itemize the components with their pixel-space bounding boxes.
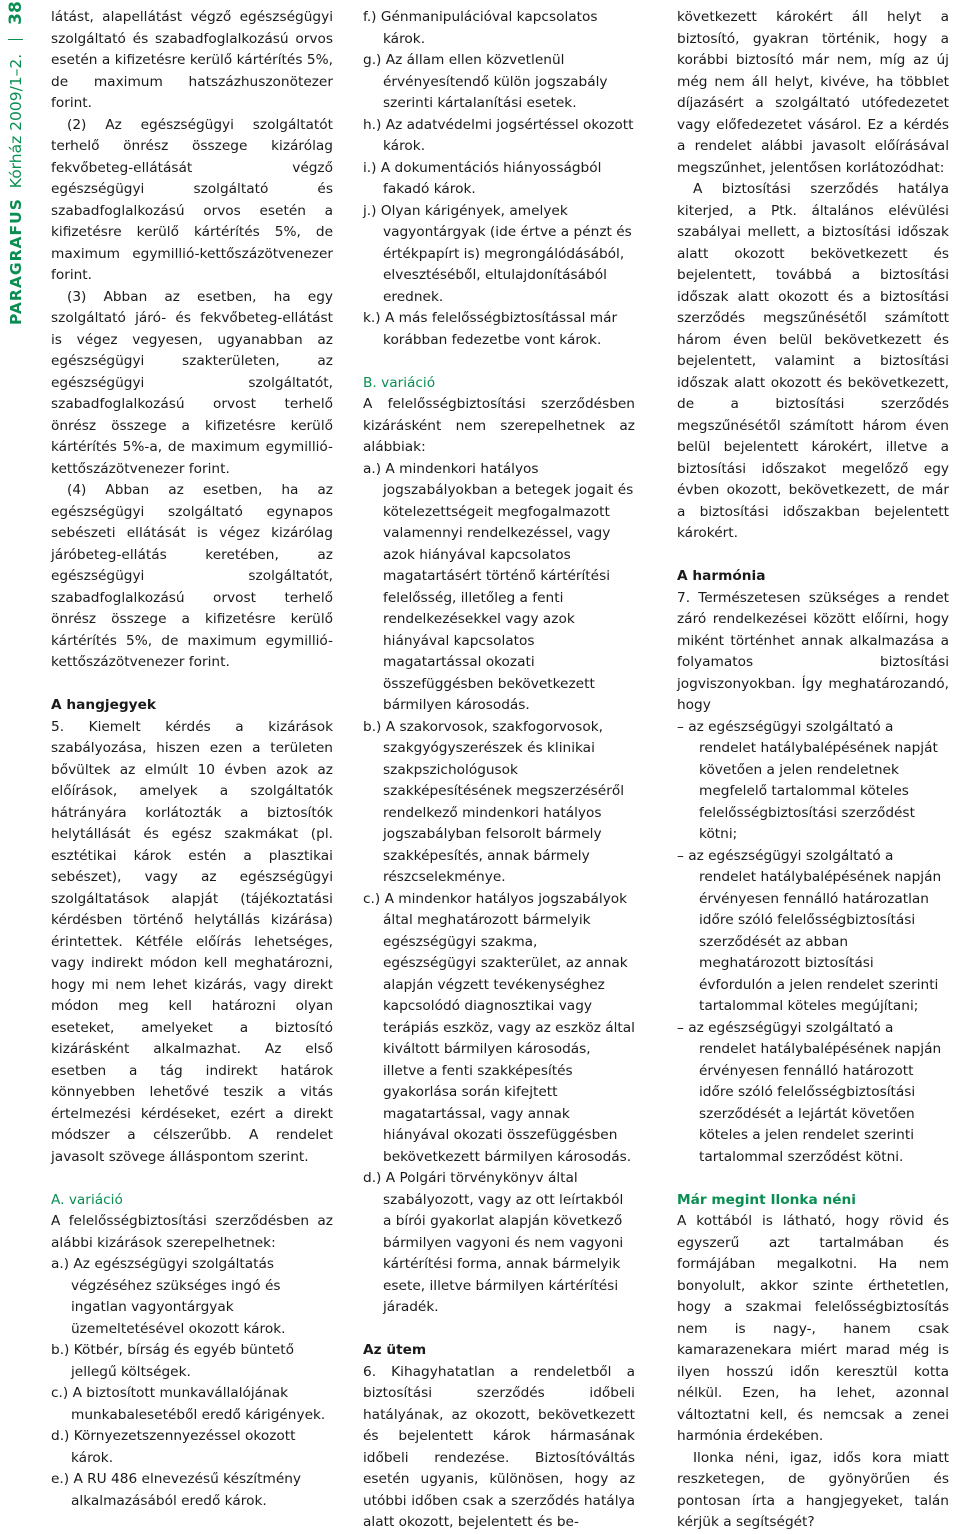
list-item: d.) Környezetszennyezéssel okozott károk. (51, 1428, 296, 1466)
list-item: i.) A dokumentációs hiányosságból fakadó károk. (363, 159, 602, 197)
list-item: a.) A mindenkori hatályos jogszabályokban a betegek jogait és kötelezettségeit megfogalmazott valamennyi rendelkezéssel, vagy azok hiányával kapcsolatos magatartásért történő kártérítési felelősség, illetőleg a fenti rendelkezésekkel vagy azok hiányával kapcsolatos magatartással okozati összefüggésben bekövetkezett bármilyen károsodás. (363, 460, 634, 713)
list-item: j.) Olyan kárigények, amelyek vagyontárgyak (ide értve a pénzt és értékpapírt is) megrongálódásából, elvesztéséből, eltulajdonításából erednek. (363, 202, 632, 305)
list-item: e.) A RU 486 elnevezésű készítmény alkalmazásából eredő károk. (51, 1471, 302, 1509)
list-item: a.) Az egészségügyi szolgáltatás végzéséhez szükséges ingó és ingatlan vagyontárgyak üzemeltetésével okozott károk. (51, 1256, 286, 1337)
list-item: c.) A mindenkor hatályos jogszabályok által meghatározott bármelyik egészségügyi szakma, egészségügyi szakterület, az annak alapján végzett tevékenységhez kapcsolódó diagnosztikai vagy terápiás eszköz, vagy az eszköz által kiváltott bármilyen károsodás, illetve a fenti szakképesítés gyakorlása során kifejtett magatartással, vagy annak hiányával okozati összefüggésben bekövetkezett bármilyen károsodás. (363, 890, 635, 1165)
paragraph: A kottából is látható, hogy rövid és egyszerű azt tartalmában és formájában megalkotni. Ha nem bonyolult, akkor szinte érthetetlen, hogy a szakmai felelősségbiztosítás nem is nagy-, hanem csak kamarazenekara miért marad még is ilyen hosszú időn keresztül kotta nélkül. Ezen, ha lehet, azonnal változtatni kell, és nemcsak a zenei harmónia érdekében. (677, 1213, 949, 1444)
paragraph: A biztosítási szerződés hatálya kiterjed, a Ptk. általános elévülési szabályai mellett, a biztosítási időszak alatt okozott bekövetkezett és bejelentett, továbbá a biztosítási időszak alatt okozott és a biztosítási szerződés megszűnésétől számított három éven belül bekövetkezett és bejelentett, valamint a biztosítási időszak alatt okozott és bekövetkezett, de a biztosítási szerződés megszűnésétől számított három éven belül bejelentett károkért, illetve a biztosítási időszakot megelőző egy évben okozott, bekövetkezett, de már a biztosítási időszakban bejelentett károkért. (677, 181, 949, 541)
paragraph: 7. Természetesen szükséges a rendet záró rendelkezései között előírni, hogy miként történhet annak alkalmazása a folyamatos biztosítási jogviszonyokban. Így meghatározandó, hogy (677, 589, 949, 713)
section-heading: A hangjegyek (51, 697, 156, 713)
paragraph: látást, alapellátást végző egészségügyi szolgáltató és szabadfoglalkozású orvos esetén a kifizetésre kerülő kártérítés 5%, de maximum hatszázhuszonötezer forint. (51, 9, 333, 111)
paragraph: A felelősségbiztosítási szerződésben kizárásként nem szerepelhetnek az alábbiak: (363, 396, 635, 455)
list-item: f.) Génmanipulációval kapcsolatos károk. (363, 9, 598, 47)
dash-list-item: – az egészségügyi szolgáltató a rendelet hatálybalépésének napján érvényesen fennálló határozott időre szóló felelősségbiztosítási szerződését a lejártát követően köteles a jelen rendelet szerinti tartalommal szerződést kötni. (677, 1019, 942, 1165)
journal-section-name: PARAGRAFUS (7, 198, 25, 325)
header-separator (8, 39, 23, 40)
list-item: b.) A szakorvosok, szakfogorvosok, szakgyógyszerészek és klinikai szakpszichológusok szakképesítésének megszerzéséről rendelkező mindenkori hatályos jogszabályban felsorolt bármely szakképesítés, annak bármely részcselekménye. (363, 718, 625, 885)
list-item: d.) A Polgári törvénykönyv által szabályozott, vagy az ott leírtakból a bírói gyakorlat alapján következő bármilyen vagyoni és nem vagyoni kártérítési forma, annak bármelyik esete, illetve bármilyen kártérítési járadék. (363, 1170, 624, 1315)
paragraph: következett károkért áll helyt a biztosító, gyakran történik, hogy a korábbi biztosító már nem, míg az új még nem áll helyt, kivéve, ha többlet díjazásért a szolgáltató utófedezetet vagy előfedezetet vásárol. Ez a kérdés a rendelet alábbi javasolt előírásával megszűnhet, jelentősen korlátozódhat: (677, 9, 949, 176)
section-heading: Az ütem (363, 1342, 427, 1358)
paragraph: Ilonka néni, igaz, idős kora miatt reszketegen, de gyönyörűen és pontosan írta a hangjegyeket, talán kérjük a segítségét? (677, 1449, 949, 1530)
text-column-3 (677, 7, 949, 1534)
list-item: b.) Kötbér, bírság és egyéb büntető jellegű költségek. (51, 1342, 295, 1380)
page-sidebar (0, 0, 34, 1334)
dash-list-item: – az egészségügyi szolgáltató a rendelet hatálybalépésének napján érvényesen fennálló határozatlan időre szóló felelősségbiztosítási szerződését az abban meghatározott biztosítási évfordulón a jelen rendelet szerinti tartalommal köteles megújítani; (677, 847, 942, 1014)
text-column-2 (363, 7, 635, 1534)
list-item: h.) Az adatvédelmi jogsértéssel okozott károk. (363, 116, 634, 154)
paragraph: (2) Az egészségügyi szolgáltatót terhelő önrész összege kizárólag fekvőbeteg-ellátását végző egészségügyi szolgáltató és szabadfoglalkozású orvos esetén a kifizetésre kerülő kártérítés 5%, de maximum egymillió-kettőszázötvenezer forint. (51, 116, 333, 283)
subheading-variation-a: A. variáció (51, 1191, 123, 1208)
issue-label: Kórház 2009/1–2. (7, 53, 25, 189)
paragraph: (3) Abban az esetben, ha egy szolgáltató járó- és fekvőbeteg-ellátást is végez vegyesen, ugyanabban az egészségügyi szakterületen, az egészségügyi szolgáltatót, szabadfoglalkozású orvost terhelő önrész összege a kifizetésre kerülő kártérítés 5%-a, de maximum egymillió-kettőszázötvenezer forint. (51, 288, 333, 477)
paragraph: A felelősségbiztosítási szerződésben az alábbi kizárások szerepelhetnek: (51, 1213, 333, 1251)
section-heading: A harmónia (677, 568, 766, 584)
page-number: 38 (6, 1, 26, 25)
paragraph: 6. Kihagyhatatlan a rendeletből a biztosítási szerződés időbeli hatályának, az okozott, bekövetkezett és bejelentett károk hármasának időbeli rendezése. Biztosítóváltás esetén ugyanis, különösen, hogy az utóbbi időben csak a szerződés hatálya alatt okozott, bejelentett és be- (363, 1363, 635, 1530)
section-heading-green: Már megint Ilonka néni (677, 1191, 856, 1208)
text-column-1 (51, 7, 333, 1512)
paragraph: (4) Abban az esetben, ha az egészségügyi szolgáltató egynapos sebészeti ellátását is végez kizárólag járóbeteg-ellátás keretében, az egészségügyi szolgáltatót, szabadfoglalkozású orvost terhelő önrész összege a kifizetésre kerülő kártérítés 5%, de maximum egymillió-kettőszázötvenezer forint. (51, 482, 333, 670)
running-header (3, 1, 29, 325)
list-item: g.) Az állam ellen közvetlenül érvényesítendő külön jogszabály szerinti kártalanítási esetek. (363, 52, 608, 111)
paragraph: 5. Kiemelt kérdés a kizárások szabályozása, hiszen ezen a területen bővültek az elmúlt 10 évben azok az előírások, amelyek a szolgáltatók hátrányára korlátozták a biztosítók helytállását és egész szakmákat (pl. esztétikai károk estén a plasztikai sebészet), vagy az egészségügyi szolgáltatások alapját (tájékoztatási kérdésben történő helytállás kizárása) érintettek. Kétféle előírás lehetséges, vagy indirekt módon kell meghatározni, hogy mi nem lehet kizárás, vagy direkt módon meg kell határozni olyan eseteket, amelyeket a biztosító kizárásként alkalmazhat. Az első esetben a tág indirekt határok könnyebben lehetővé teszik a vitás értelmezési kérdéseket, ezért a direkt módszer a célszerűbb. A rendelet javasolt szövege álláspontom szerint. (51, 718, 333, 1165)
dash-list-item: – az egészségügyi szolgáltató a rendelet hatálybalépésének napját követően a jelen rendeletnek megfelelő tartalommal köteles felelősségbiztosítási szerződést kötni; (677, 718, 938, 842)
subheading-variation-b: B. variáció (363, 374, 436, 391)
list-item: c.) A biztosított munkavállalójának munkabalesetéből eredő kárigények. (51, 1385, 326, 1423)
list-item: k.) A más felelősségbiztosítással már korábban fedezetbe vont károk. (363, 310, 618, 348)
